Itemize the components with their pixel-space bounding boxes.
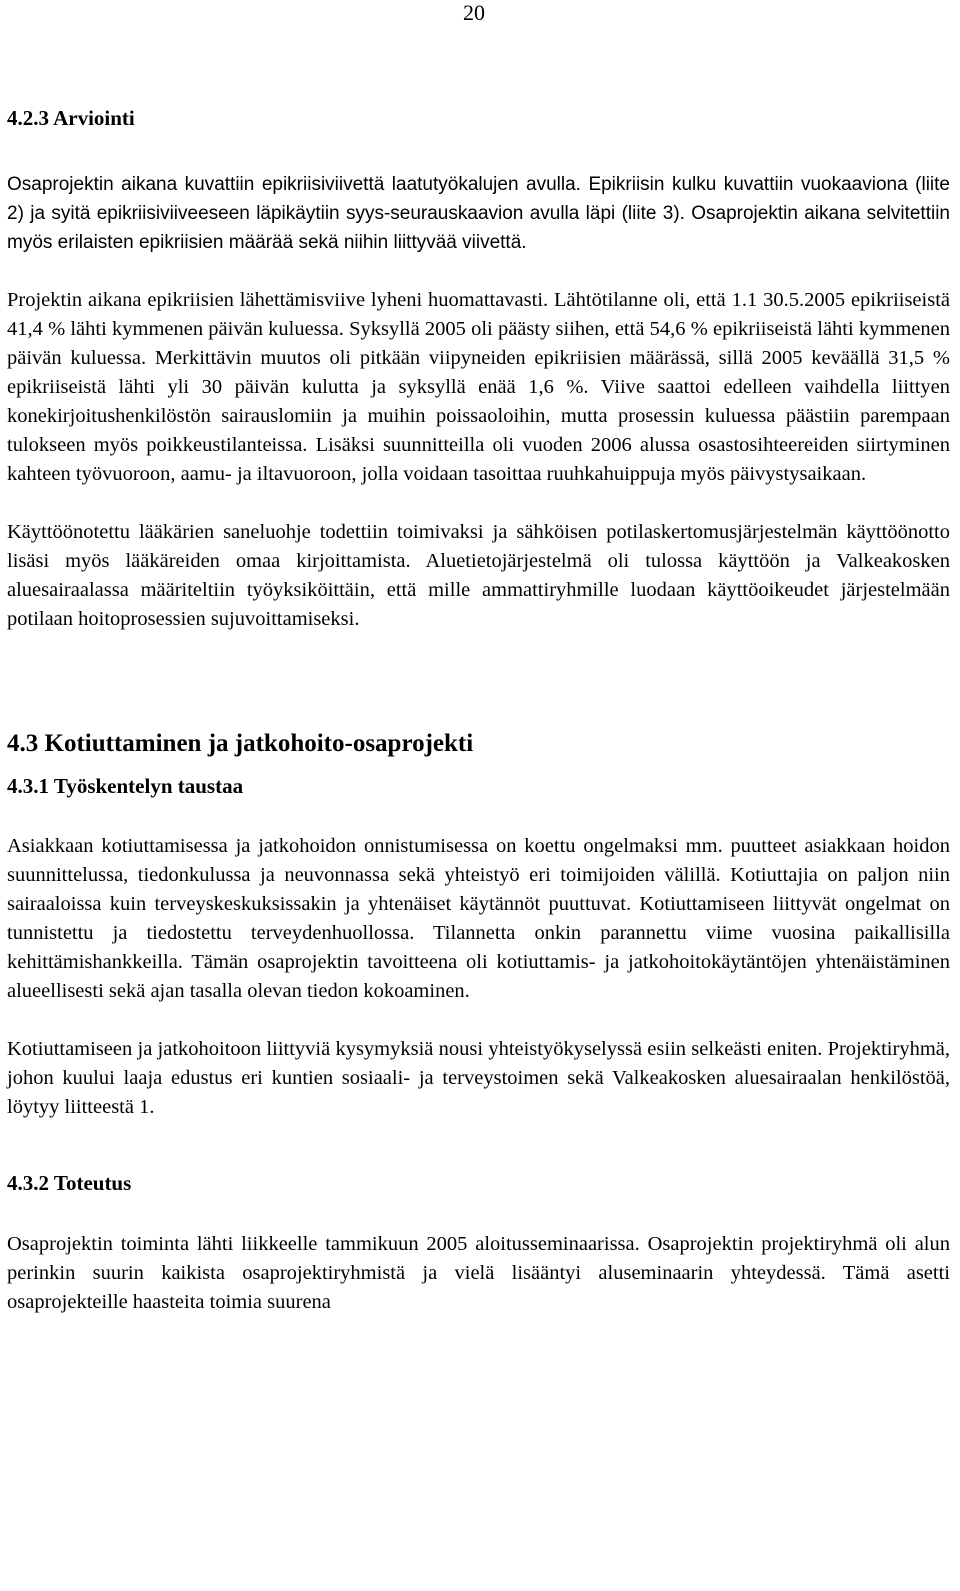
heading-4-3-1: 4.3.1 Työskentelyn taustaa bbox=[7, 774, 244, 798]
paragraph-arviointi-1: Osaprojektin aikana kuvattiin epikriisiviivettä laatutyökalujen avulla. Epikriisin kulku kuvattiin vuokaaviona (liite 2) ja syitä epikriisiviiveeseen läpikäytiin syys-seurauskaavion avulla läpi (liite 3). Osaprojektin aikana selvitettiin myös erilaisten epikriisien määrää sekä niihin liittyvää viivettä. bbox=[7, 174, 950, 253]
heading-4-3-2: 4.3.2 Toteutus bbox=[7, 1171, 132, 1195]
heading-4-3: 4.3 Kotiuttaminen ja jatkohoito-osaprojekti bbox=[7, 730, 474, 757]
paragraph-taustaa-1: Asiakkaan kotiuttamisessa ja jatkohoidon onnistumisessa on koettu ongelmaksi mm. puutteet asiakkaan hoidon suunnittelussa, tiedonkulussa ja neuvonnassa sekä yhteistyö eri toimijoiden välillä. Kotiuttajia on paljon niin sairaaloissa kuin terveyskeskuksissakin ja yhtenäiset käytännöt puuttuvat. Kotiuttamiseen liittyvät ongelmat on tunnistettu ja tiedostettu terveydenhuollossa. Tilannetta onkin parannettu viime vuosina paikallisilla kehittämishankkeilla. Tämän osaprojektin tavoitteena oli kotiuttamis- ja jatkohoitokäytäntöjen yhtenäistäminen alueellisesti sekä ajan tasalla olevan tiedon kokoaminen. bbox=[7, 835, 950, 1002]
paragraph-taustaa-2: Kotiuttamiseen ja jatkohoitoon liittyviä kysymyksiä nousi yhteistyökyselyssä esiin selkeästi eniten. Projektiryhmä, johon kuului laaja edustus eri kuntien sosiaali- ja terveystoimen sekä Valkeakosken aluesairaalan henkilöstöä, löytyy liitteestä 1. bbox=[7, 1038, 950, 1118]
paragraph-arviointi-2: Projektin aikana epikriisien lähettämisviive lyheni huomattavasti. Lähtötilanne oli, että 1.1 30.5.2005 epikriiseistä 41,4 % lähti kymmenen päivän kuluessa. Syksyllä 2005 oli päästy siihen, että 54,6 % epikriiseistä lähti kymmenen päivän kuluessa. Merkittävin muutos oli pitkään viipyneiden epikriisien määrässä, sillä 2005 keväällä 31,5 % epikriiseistä lähti yli 30 päivän kulutta ja syksyllä enää 1,6 %. Viive saattoi edelleen vaihdella liittyen konekirjoitushenkilöstön sairauslomiin ja muihin poissaoloihin, mutta prosessin kuluessa päästiin parempaan tulokseen myös poikkeustilanteissa. Lisäksi suunnitteilla oli vuoden 2006 alussa osastosihteereiden siirtyminen kahteen työvuoroon, aamu- ja iltavuoroon, jolla voidaan tasoittaa ruuhkahuippuja myös päivystysaikaan. bbox=[7, 289, 950, 485]
page-number: 20 bbox=[463, 0, 485, 25]
page-content bbox=[7, 104, 950, 1317]
paragraph-arviointi-3: Käyttöönotettu lääkärien saneluohje todettiin toimivaksi ja sähköisen potilaskertomusjärjestelmän käyttöönotto lisäsi myös lääkäreiden omaa kirjoittamista. Aluetietojärjestelmä oli tulossa käyttöön ja Valkeakosken aluesairaalassa määriteltiin työyksiköittäin, että mille ammattiryhmille luodaan käyttöoikeudet järjestelmään potilaan hoitoprosessien sujuvoittamiseksi. bbox=[7, 521, 950, 630]
paragraph-toteutus-1: Osaprojektin toiminta lähti liikkeelle tammikuun 2005 aloitusseminaarissa. Osaprojektin projektiryhmä oli alun perinkin suurin kaikista osaprojektiryhmistä ja vielä lisääntyi aluseminaarin yhteydessä. Tämä asetti osaprojekteille haasteita toimia suurena bbox=[7, 1233, 950, 1313]
heading-4-2-3: 4.2.3 Arviointi bbox=[7, 106, 135, 130]
